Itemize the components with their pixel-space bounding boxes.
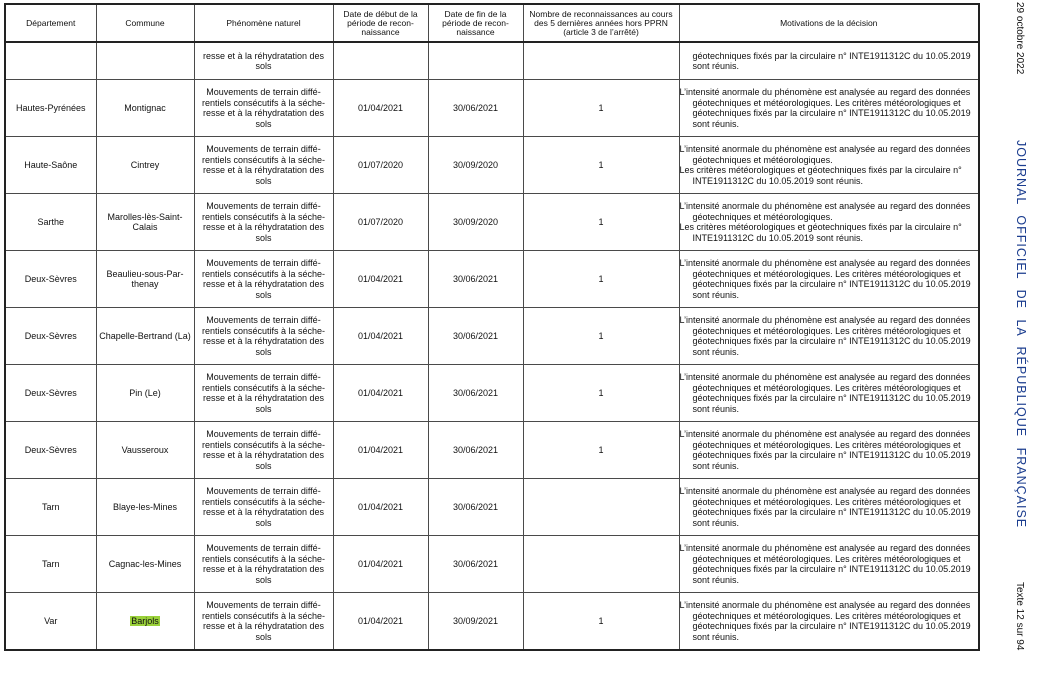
table-row xyxy=(5,536,979,593)
phenomene-cell: Mouvements de terrain diffé-rentiels consécutifs à la séche-resse et à la réhydratation des sols xyxy=(194,137,333,194)
table-row-continuation xyxy=(5,42,979,80)
date-debut-cell: 01/04/2021 xyxy=(333,80,428,137)
motivation-cell xyxy=(679,137,979,194)
date-fin-cell: 30/09/2021 xyxy=(428,593,523,651)
nombre-cell: 1 xyxy=(523,422,679,479)
commune-cell xyxy=(96,42,194,80)
commune-name: Cintrey xyxy=(130,159,160,170)
date-fin-cell: 30/09/2020 xyxy=(428,137,523,194)
date-debut-cell: 01/04/2021 xyxy=(333,593,428,651)
commune-name: Pin (Le) xyxy=(129,387,161,398)
departement-cell: Tarn xyxy=(5,536,96,593)
motivation-cell xyxy=(679,251,979,308)
motivation-cell xyxy=(679,80,979,137)
departement-cell: Deux-Sèvres xyxy=(5,422,96,479)
commune-name: Vausseroux xyxy=(121,444,169,455)
motivation-cell xyxy=(679,365,979,422)
date-debut-cell: 01/04/2021 xyxy=(333,308,428,365)
table-row xyxy=(5,80,979,137)
date-fin-cell: 30/06/2021 xyxy=(428,308,523,365)
table-row xyxy=(5,365,979,422)
nombre-cell: 1 xyxy=(523,194,679,251)
phenomene-cell: Mouvements de terrain diffé-rentiels consécutifs à la séche-resse et à la réhydratation des sols xyxy=(194,536,333,593)
date-debut-cell: 01/04/2021 xyxy=(333,536,428,593)
departement-cell: Deux-Sèvres xyxy=(5,365,96,422)
motivation-text: Les critères météorologiques et géotechniques fixés par la circulaire n° INTE1911312C du 10.05.2019 sont réunis. xyxy=(679,165,962,186)
table-row xyxy=(5,308,979,365)
phenomene-cell: resse et à la réhydratation des sols xyxy=(194,42,333,80)
nombre-cell xyxy=(523,479,679,536)
commune-cell xyxy=(96,593,194,651)
departement-cell: Tarn xyxy=(5,479,96,536)
text-counter: Texte 12 sur 94 xyxy=(1014,582,1025,651)
phenomene-cell: Mouvements de terrain diffé-rentiels consécutifs à la séche-resse et à la réhydratation des sols xyxy=(194,194,333,251)
motivation-cell xyxy=(679,42,979,80)
commune-cell xyxy=(96,194,194,251)
commune-cell xyxy=(96,365,194,422)
motivation-text: Les critères météorologiques et géotechniques fixés par la circulaire n° INTE1911312C du 10.05.2019 sont réunis. xyxy=(679,222,962,243)
commune-cell xyxy=(96,80,194,137)
commune-name: Montignac xyxy=(124,102,166,113)
table-row xyxy=(5,137,979,194)
header-date-debut: Date de début de la période de recon-naissance xyxy=(333,4,428,42)
header-motivations: Motivations de la décision xyxy=(679,4,979,42)
commune-cell xyxy=(96,479,194,536)
phenomene-cell: Mouvements de terrain diffé-rentiels consécutifs à la séche-resse et à la réhydratation des sols xyxy=(194,80,333,137)
departement-cell: Deux-Sèvres xyxy=(5,251,96,308)
header-nombre: Nombre de reconnaissances au cours des 5 dernières années hors PPRN (article 3 de l’arrêté) xyxy=(523,4,679,42)
motivation-text: L’intensité anormale du phénomène est analysée au regard des données géotechniques et météorologiques. Les critères météorologiques et géotechniques fixés par la circulaire n° INTE1911312C du 10.05.2019 sont réunis. xyxy=(679,543,971,585)
commune-name: Cagnac-les-Mines xyxy=(108,558,182,569)
motivation-text: L’intensité anormale du phénomène est analysée au regard des données géotechniques et météorologiques. Les critères météorologiques et géotechniques fixés par la circulaire n° INTE1911312C du 10.05.2019 sont réunis. xyxy=(679,87,971,129)
header-departement: Département xyxy=(5,4,96,42)
commune-cell xyxy=(96,536,194,593)
phenomene-cell: Mouvements de terrain diffé-rentiels consécutifs à la séche-resse et à la réhydratation des sols xyxy=(194,422,333,479)
nombre-cell: 1 xyxy=(523,251,679,308)
date-debut-cell: 01/04/2021 xyxy=(333,365,428,422)
date-fin-cell: 30/06/2021 xyxy=(428,422,523,479)
table-row xyxy=(5,593,979,651)
commune-cell xyxy=(96,137,194,194)
departement-cell: Deux-Sèvres xyxy=(5,308,96,365)
header-commune: Commune xyxy=(96,4,194,42)
date-debut-cell xyxy=(333,42,428,80)
commune-name: Marolles-lès-Saint-Calais xyxy=(107,211,183,232)
date-fin-cell: 30/06/2021 xyxy=(428,479,523,536)
nombre-cell: 1 xyxy=(523,308,679,365)
departement-cell: Sarthe xyxy=(5,194,96,251)
nombre-cell: 1 xyxy=(523,593,679,651)
commune-name: Barjols xyxy=(131,615,159,626)
table-row xyxy=(5,251,979,308)
header-date-fin: Date de fin de la période de recon-naissance xyxy=(428,4,523,42)
motivation-text: L’intensité anormale du phénomène est analysée au regard des données géotechniques et météorologiques. xyxy=(679,144,971,165)
motivation-text: L’intensité anormale du phénomène est analysée au regard des données géotechniques et météorologiques. Les critères météorologiques et géotechniques fixés par la circulaire n° INTE1911312C du 10.05.2019 sont réunis. xyxy=(679,258,971,300)
date-fin-cell: 30/06/2021 xyxy=(428,365,523,422)
motivation-text: L’intensité anormale du phénomène est analysée au regard des données géotechniques et météorologiques. Les critères météorologiques et géotechniques fixés par la circulaire n° INTE1911312C du 10.05.2019 sont réunis. xyxy=(679,600,971,642)
nombre-cell: 1 xyxy=(523,80,679,137)
table-row xyxy=(5,479,979,536)
motivation-text: L’intensité anormale du phénomène est analysée au regard des données géotechniques et météorologiques. xyxy=(679,201,971,222)
phenomene-cell: Mouvements de terrain diffé-rentiels consécutifs à la séche-resse et à la réhydratation des sols xyxy=(194,479,333,536)
motivation-text: L’intensité anormale du phénomène est analysée au regard des données géotechniques et météorologiques. Les critères météorologiques et géotechniques fixés par la circulaire n° INTE1911312C du 10.05.2019 sont réunis. xyxy=(679,486,971,528)
motivation-cell xyxy=(679,479,979,536)
table-body xyxy=(5,42,979,650)
header-phenomene: Phénomène naturel xyxy=(194,4,333,42)
date-debut-cell: 01/04/2021 xyxy=(333,422,428,479)
departement-cell xyxy=(5,42,96,80)
date-fin-cell xyxy=(428,42,523,80)
date-fin-cell: 30/06/2021 xyxy=(428,251,523,308)
date-debut-cell: 01/04/2021 xyxy=(333,479,428,536)
table-header xyxy=(5,4,979,42)
nombre-cell xyxy=(523,42,679,80)
motivation-text: L’intensité anormale du phénomène est analysée au regard des données géotechniques et météorologiques. Les critères météorologiques et géotechniques fixés par la circulaire n° INTE1911312C du 10.05.2019 sont réunis. xyxy=(679,429,971,471)
commune-cell xyxy=(96,422,194,479)
date-fin-cell: 30/09/2020 xyxy=(428,194,523,251)
phenomene-cell: Mouvements de terrain diffé-rentiels consécutifs à la séche-resse et à la réhydratation des sols xyxy=(194,308,333,365)
date-debut-cell: 01/07/2020 xyxy=(333,194,428,251)
commune-name: Chapelle-Bertrand (La) xyxy=(99,330,191,341)
issue-date: 29 octobre 2022 xyxy=(1014,2,1025,75)
date-fin-cell: 30/06/2021 xyxy=(428,80,523,137)
motivation-text: L’intensité anormale du phénomène est analysée au regard des données géotechniques et météorologiques. Les critères météorologiques et géotechniques fixés par la circulaire n° INTE1911312C du 10.05.2019 sont réunis. xyxy=(679,315,971,357)
departement-cell: Var xyxy=(5,593,96,651)
commune-name: Beaulieu-sous-Par-thenay xyxy=(106,268,184,289)
nombre-cell: 1 xyxy=(523,365,679,422)
motivation-text: géotechniques fixés par la circulaire n° INTE1911312C du 10.05.2019 sont réunis. xyxy=(692,50,971,71)
date-fin-cell: 30/06/2021 xyxy=(428,536,523,593)
departement-cell: Haute-Saône xyxy=(5,137,96,194)
catnat-table xyxy=(4,3,980,651)
journal-title: JOURNAL OFFICIEL DE LA RÉPUBLIQUE FRANÇAISE xyxy=(1014,140,1028,529)
table-row xyxy=(5,194,979,251)
nombre-cell: 1 xyxy=(523,137,679,194)
phenomene-cell: Mouvements de terrain diffé-rentiels consécutifs à la séche-resse et à la réhydratation des sols xyxy=(194,251,333,308)
table-row xyxy=(5,422,979,479)
nombre-cell xyxy=(523,536,679,593)
motivation-cell xyxy=(679,194,979,251)
motivation-cell xyxy=(679,536,979,593)
commune-name: Blaye-les-Mines xyxy=(112,501,178,512)
motivation-cell xyxy=(679,422,979,479)
date-debut-cell: 01/04/2021 xyxy=(333,251,428,308)
commune-cell xyxy=(96,251,194,308)
motivation-cell xyxy=(679,593,979,651)
phenomene-cell: Mouvements de terrain diffé-rentiels consécutifs à la séche-resse et à la réhydratation des sols xyxy=(194,365,333,422)
departement-cell: Hautes-Pyrénées xyxy=(5,80,96,137)
phenomene-cell: Mouvements de terrain diffé-rentiels consécutifs à la séche-resse et à la réhydratation des sols xyxy=(194,593,333,651)
commune-cell xyxy=(96,308,194,365)
motivation-text: L’intensité anormale du phénomène est analysée au regard des données géotechniques et météorologiques. Les critères météorologiques et géotechniques fixés par la circulaire n° INTE1911312C du 10.05.2019 sont réunis. xyxy=(679,372,971,414)
date-debut-cell: 01/07/2020 xyxy=(333,137,428,194)
motivation-cell xyxy=(679,308,979,365)
